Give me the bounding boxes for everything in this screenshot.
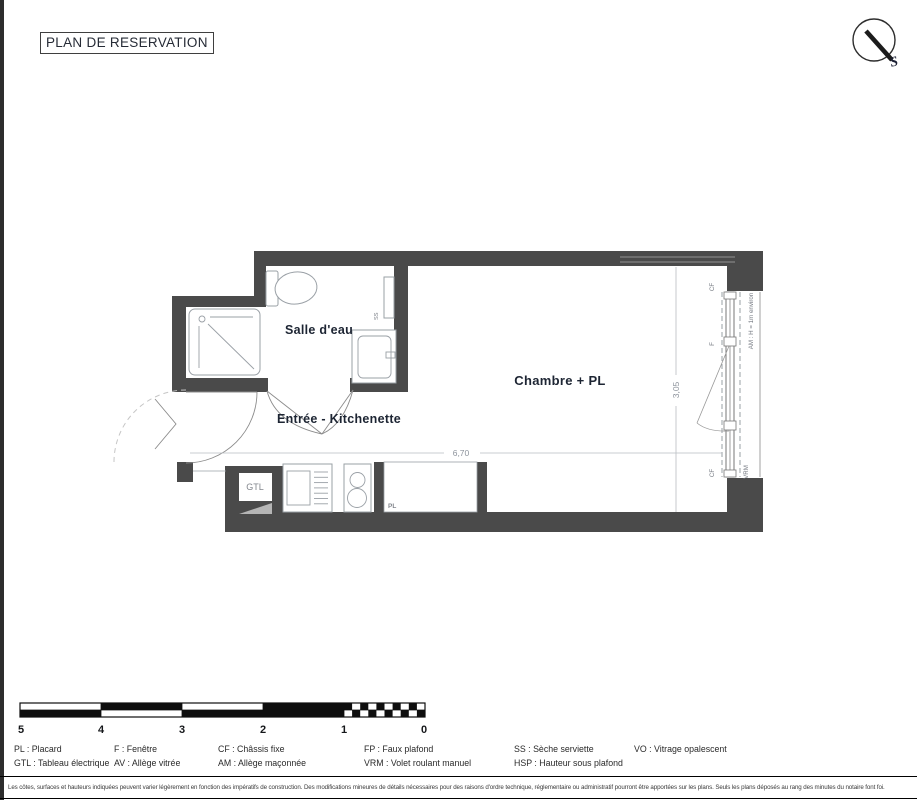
shower (189, 309, 260, 375)
closet-pl (384, 462, 477, 512)
legend-column (514, 742, 623, 770)
legend-item: CF : Châssis fixe (218, 744, 285, 754)
towel-dryer (374, 277, 394, 320)
window-mullion (724, 292, 736, 299)
legend-item: F : Fenêtre (114, 744, 158, 754)
legend-item: VO : Vitrage opalescent (634, 744, 727, 754)
room-label-bedroom: Chambre + PL (514, 373, 606, 388)
scale-number: 2 (259, 724, 267, 736)
vrm-label: VRM (743, 465, 750, 479)
legend-column (114, 742, 180, 770)
scale-number: 4 (97, 724, 105, 736)
legend-item: AV : Allège vitrée (114, 758, 181, 768)
scale-number: 5 (17, 724, 25, 736)
wall-bottom (225, 512, 763, 532)
legend-column (14, 742, 109, 770)
cf-top-label: CF (709, 282, 716, 292)
legend-item: VRM : Volet roulant manuel (364, 758, 472, 768)
am-note-label: AM : H = 1m environ (748, 292, 755, 350)
toilet-bowl (273, 270, 319, 307)
towel-dryer-body (384, 277, 394, 318)
wall-closet-stub (477, 462, 487, 514)
room-label-entry: Entrée - Kitchenette (276, 412, 402, 426)
dim-length: 6,70 (452, 448, 470, 458)
ss-label: SS (374, 312, 380, 320)
cooktop (344, 464, 371, 512)
disclaimer-box (0, 776, 917, 799)
legend-column (364, 742, 471, 770)
legend-column (218, 742, 306, 770)
legend-item: GTL : Tableau électrique (14, 758, 110, 768)
scale-number: 0 (420, 724, 428, 736)
dim-depth: 3,05 (671, 381, 681, 399)
legend-item: SS : Sèche serviette (514, 744, 594, 754)
wall-shower-left (172, 296, 186, 392)
wall-kitchen-stub (374, 462, 384, 514)
cf-bottom-label: CF (709, 468, 716, 478)
window-leaf-open (697, 346, 729, 423)
page-title: PLAN DE RESERVATION (40, 32, 214, 54)
shower-tray (189, 309, 260, 375)
entry-door (114, 390, 257, 463)
window-mullion (724, 337, 736, 346)
legend (0, 742, 917, 776)
closet-outline (384, 462, 477, 512)
entry-door-swing (186, 392, 257, 463)
legend-item: PL : Placard (14, 744, 62, 754)
legend-column (634, 742, 727, 756)
washbasin (352, 330, 396, 383)
entry-door-outer-swing (114, 390, 186, 462)
window-assembly (697, 283, 760, 479)
gtl-label: GTL (246, 482, 264, 492)
wall-bath-bottom-left (172, 378, 268, 392)
pl-label: PL (388, 503, 397, 510)
scale-bar-numbers (18, 724, 427, 736)
scale-number: 3 (178, 724, 186, 736)
scale-bar (18, 703, 427, 736)
cooktop-body (344, 464, 371, 512)
compass-south-label: S (888, 54, 900, 71)
wall-entry-pivot-block (177, 462, 193, 482)
wall-top (254, 251, 735, 266)
scale-number: 1 (340, 724, 348, 736)
compass-icon (853, 19, 900, 71)
f-label: F (709, 342, 716, 346)
entry-direction-chevron (155, 399, 176, 449)
disclaimer-text: Les côtes, surfaces et hauteurs indiquées peuvent varier légèrement en fonction des impératifs de construction. Des modifications mineures de détails nécessaires pour des raisons d'ordre technique, réglementaire ou administratif pourront être apportées sur les plans. Seuls les plans déposés au rang des minutes du notaire font foi. (8, 784, 885, 791)
room-label-bathroom: Salle d'eau (284, 323, 354, 337)
legend-item: AM : Allège maçonnée (218, 758, 307, 768)
toilet (266, 270, 319, 307)
window-mullion (724, 470, 736, 477)
legend-item: HSP : Hauteur sous plafond (514, 758, 623, 768)
legend-item: FP : Faux plafond (364, 744, 434, 754)
kitchen-sink-unit (283, 464, 332, 512)
window-mullion (724, 421, 736, 430)
